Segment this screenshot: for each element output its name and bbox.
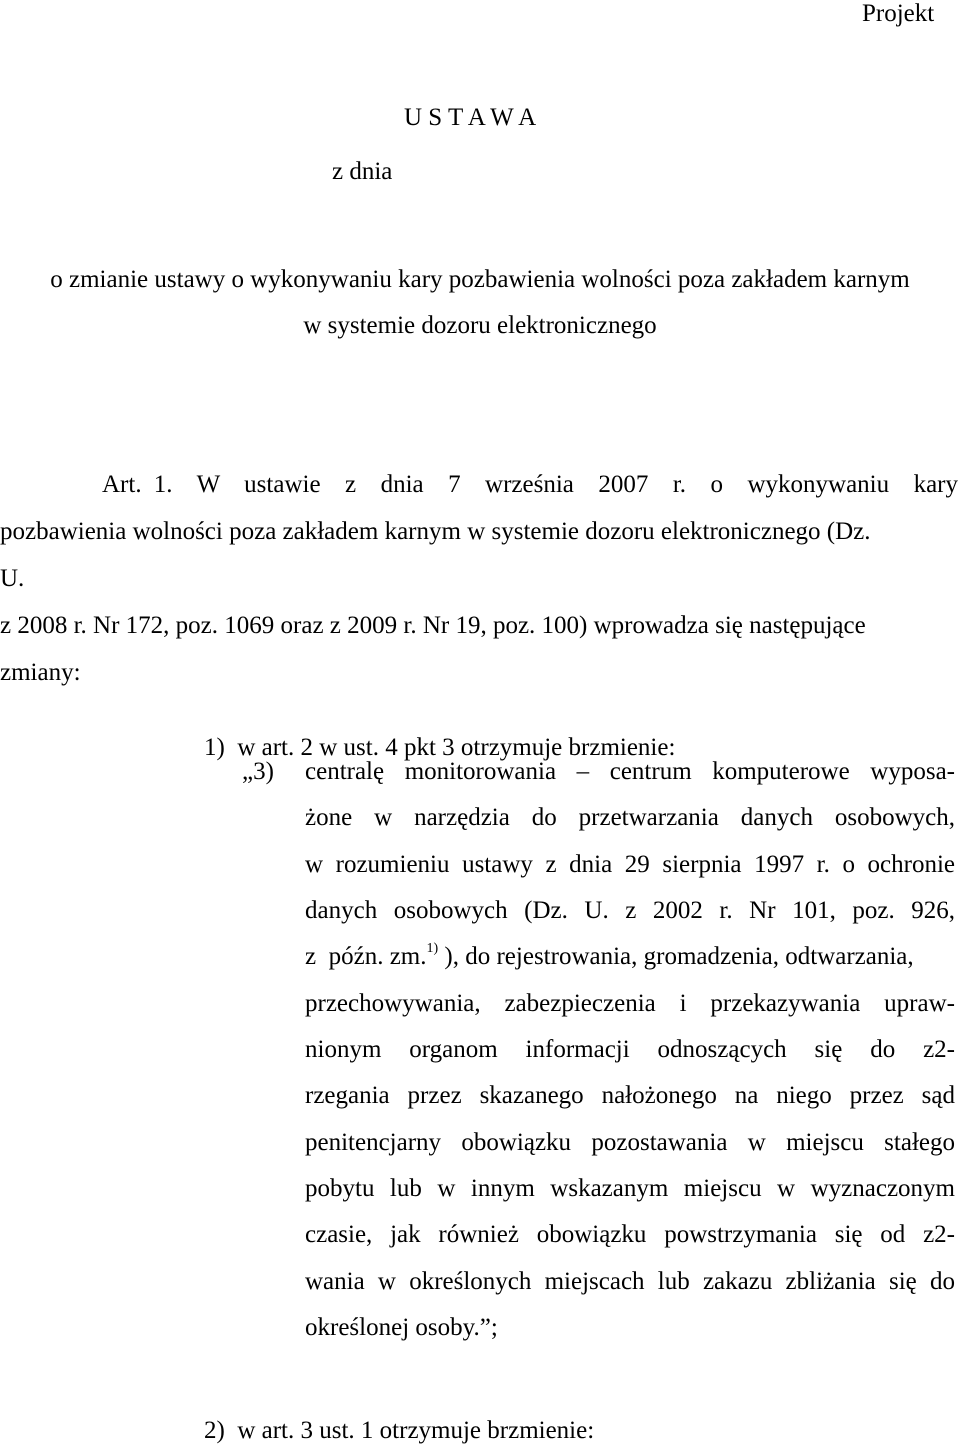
change2-intro: 2) w art. 3 ust. 1 otrzymuje brzmienie:: [204, 1417, 595, 1444]
article1-line3: U.: [0, 565, 25, 592]
change1-line-with-footnote: [305, 942, 914, 972]
article1-line4: z 2008 r. Nr 172, poz. 1069 oraz z 2009 r. Nr 19, poz. 100) wprowadza się następujące: [0, 612, 866, 639]
footnote-reference: 1): [426, 940, 439, 956]
change1-line: pobytu lub w innym wskazanym miejscu w wyznaczonym: [305, 1175, 955, 1202]
change1-intro: 1) w art. 2 w ust. 4 pkt 3 otrzymuje brzmienie:: [204, 734, 676, 761]
change1-line: danych osobowych (Dz. U. z 2002 r. Nr 101, poz. 926,: [305, 897, 955, 924]
act-heading: U S T A W A: [404, 104, 537, 131]
change1-line: żone w narzędzia do przetwarzania danych osobowych,: [305, 804, 955, 831]
change1-line: w rozumieniu ustawy z dnia 29 sierpnia 1997 r. o ochronie: [305, 851, 955, 878]
change1-line-last: określonej osoby.”;: [305, 1314, 498, 1341]
change1-line: rzegania przez skazanego nałożonego na niego przez sąd: [305, 1082, 955, 1109]
change1-line: nionym organom informacji odnoszących się do z2-: [305, 1036, 955, 1063]
change1-line: wania w określonych miejscach lub zakazu zbliżania się do: [305, 1268, 955, 1295]
project-label: Projekt: [862, 0, 935, 27]
change1-line5-post: ), do rejestrowania, gromadzenia, odtwarzania,: [438, 943, 914, 970]
change1-line: penitencjarny obowiązku pozostawania w miejscu stałego: [305, 1129, 955, 1156]
article1-line2: pozbawienia wolności poza zakładem karnym w systemie dozoru elektronicznego (Dz.: [0, 518, 871, 545]
article1-line1: Art. 1. W ustawie z dnia 7 września 2007 r. o wykonywaniu kary: [102, 471, 958, 498]
act-date-line: z dnia: [332, 158, 393, 185]
article1-line5: zmiany:: [0, 659, 81, 686]
act-title-line1: o zmianie ustawy o wykonywaniu kary pozbawienia wolności poza zakładem karnym: [50, 266, 910, 293]
act-title-line2: w systemie dozoru elektronicznego: [303, 312, 657, 339]
change1-line: czasie, jak również obowiązku powstrzymania się od z2-: [305, 1221, 955, 1248]
change1-quote-mark: „3): [242, 758, 274, 785]
change1-line: centralę monitorowania – centrum komputerowe wyposa-: [305, 758, 955, 785]
change1-line: przechowywania, zabezpieczenia i przekazywania upraw-: [305, 990, 955, 1017]
change1-line5-pre: z późn. zm.: [305, 943, 427, 970]
